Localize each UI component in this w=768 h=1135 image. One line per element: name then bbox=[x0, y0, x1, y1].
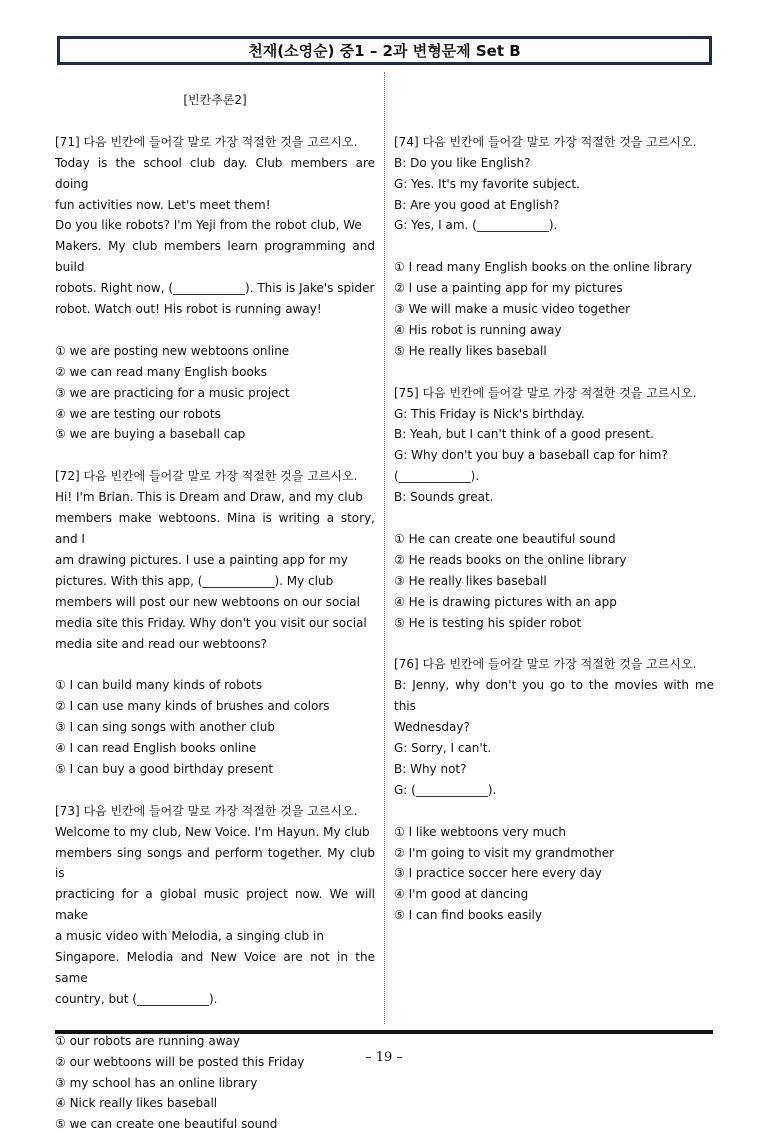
answer-choice: ① I read many English books on the online library bbox=[394, 260, 693, 275]
column-divider bbox=[384, 72, 385, 1024]
passage-line: G: Yes. It's my favorite subject. bbox=[394, 176, 580, 191]
answer-choices bbox=[55, 1031, 375, 1135]
page-header-title: 천재(소영순) 중1 – 2과 변형문제 Set B bbox=[57, 36, 712, 65]
answer-choices bbox=[55, 341, 375, 446]
answer-choice: ① we are posting new webtoons online bbox=[55, 343, 290, 358]
answer-choice: ④ I can read English books online bbox=[55, 741, 257, 756]
answer-choice: ② He reads books on the online library bbox=[394, 552, 627, 567]
footer-rule bbox=[55, 1030, 713, 1034]
passage-line: Wednesday? bbox=[394, 720, 470, 735]
answer-choice: ⑤ I can buy a good birthday present bbox=[55, 761, 274, 776]
passage-line: Do you like robots? I'm Yeji from the robot club, We bbox=[55, 218, 362, 233]
question-passage bbox=[394, 675, 714, 800]
passage-line: B: Jenny, why don't you go to the movies with me this bbox=[394, 678, 714, 714]
answer-choice: ④ we are testing our robots bbox=[55, 406, 221, 421]
answer-choice: ① I like webtoons very much bbox=[394, 824, 567, 839]
answer-choice: ① our robots are running away bbox=[55, 1033, 240, 1048]
passage-line: G: This Friday is Nick's birthday. bbox=[394, 406, 585, 421]
answer-choices bbox=[394, 257, 714, 362]
section-label: [빈칸추론2] bbox=[183, 93, 247, 107]
passage-line: robot. Watch out! His robot is running away! bbox=[55, 302, 322, 317]
passage-line: G: Why don't you buy a baseball cap for him? bbox=[394, 448, 668, 463]
question-heading: [73] 다음 빈칸에 들어갈 말로 가장 적절한 것을 고르시오. bbox=[55, 803, 358, 818]
answer-choice: ② we can read many English books bbox=[55, 364, 268, 379]
passage-line: members make webtoons. Mina is writing a story, and I bbox=[55, 511, 375, 546]
question-passage bbox=[394, 404, 714, 509]
passage-line: members will post our new webtoons on our social bbox=[55, 594, 360, 609]
answer-choice: ④ Nick really likes baseball bbox=[55, 1096, 218, 1111]
passage-line: G: Yes, I am. (____________). bbox=[394, 218, 558, 233]
passage-line: fun activities now. Let's meet them! bbox=[55, 197, 271, 212]
answer-choice: ④ I'm good at dancing bbox=[394, 887, 529, 902]
answer-choice: ② I can use many kinds of brushes and colors bbox=[55, 699, 330, 714]
passage-line: (____________). bbox=[394, 469, 480, 484]
answer-choice: ① He can create one beautiful sound bbox=[394, 531, 616, 546]
passage-line: Today is the school club day. Club members are doing bbox=[55, 155, 375, 191]
passage-line: am drawing pictures. I use a painting app for my bbox=[55, 552, 348, 567]
answer-choice: ② I use a painting app for my pictures bbox=[394, 281, 623, 296]
passage-line: media site and read our webtoons? bbox=[55, 636, 268, 651]
passage-line: Welcome to my club, New Voice. I'm Hayun. My club bbox=[55, 824, 370, 839]
question-passage bbox=[394, 153, 714, 237]
answer-choice: ③ I practice soccer here every day bbox=[394, 866, 602, 881]
answer-choice: ⑤ I can find books easily bbox=[394, 908, 542, 923]
page-number: – 19 – bbox=[365, 1050, 403, 1065]
passage-line: B: Do you like English? bbox=[394, 155, 531, 170]
question-block bbox=[394, 132, 714, 362]
passage-line: practicing for a global music project now. We will make bbox=[55, 887, 375, 923]
right-column bbox=[394, 90, 714, 926]
passage-line: Singapore. Melodia and New Voice are not in the same bbox=[55, 950, 375, 985]
question-block bbox=[55, 466, 375, 780]
question-block bbox=[394, 383, 714, 634]
question-block bbox=[55, 132, 375, 446]
answer-choice: ③ we are practicing for a music project bbox=[55, 385, 290, 400]
passage-line: B: Sounds great. bbox=[394, 490, 494, 505]
answer-choices bbox=[55, 675, 375, 780]
passage-line: B: Why not? bbox=[394, 761, 467, 776]
answer-choice: ⑤ we can create one beautiful sound bbox=[55, 1117, 278, 1132]
passage-line: B: Yeah, but I can't think of a good present. bbox=[394, 427, 654, 442]
answer-choice: ① I can build many kinds of robots bbox=[55, 678, 263, 693]
question-heading: [75] 다음 빈칸에 들어갈 말로 가장 적절한 것을 고르시오. bbox=[394, 385, 697, 400]
question-passage bbox=[55, 153, 375, 320]
question-passage bbox=[55, 487, 375, 654]
question-heading: [74] 다음 빈칸에 들어갈 말로 가장 적절한 것을 고르시오. bbox=[394, 134, 697, 149]
passage-line: G: Sorry, I can't. bbox=[394, 741, 492, 755]
answer-choice: ⑤ He is testing his spider robot bbox=[394, 615, 582, 630]
answer-choice: ④ He is drawing pictures with an app bbox=[394, 594, 617, 609]
answer-choice: ⑤ we are buying a baseball cap bbox=[55, 427, 246, 442]
left-column bbox=[55, 90, 375, 1135]
answer-choice: ③ He really likes baseball bbox=[394, 573, 547, 588]
question-block bbox=[394, 654, 714, 926]
passage-line: B: Are you good at English? bbox=[394, 197, 560, 212]
question-passage bbox=[55, 822, 375, 1010]
answer-choice: ③ I can sing songs with another club bbox=[55, 720, 275, 735]
passage-line: media site this Friday. Why don't you visit our social bbox=[55, 615, 367, 630]
answer-choice: ③ my school has an online library bbox=[55, 1075, 258, 1090]
question-heading: [72] 다음 빈칸에 들어갈 말로 가장 적절한 것을 고르시오. bbox=[55, 469, 358, 484]
passage-line: country, but (____________). bbox=[55, 991, 218, 1006]
answer-choices bbox=[394, 529, 714, 634]
passage-line: pictures. With this app, (____________). My club bbox=[55, 573, 334, 588]
answer-choices bbox=[394, 822, 714, 927]
passage-line: a music video with Melodia, a singing club in bbox=[55, 929, 324, 944]
answer-choice: ② I'm going to visit my grandmother bbox=[394, 845, 615, 860]
passage-line: members sing songs and perform together. My club is bbox=[55, 845, 375, 881]
answer-choice: ④ His robot is running away bbox=[394, 322, 562, 337]
question-heading: [76] 다음 빈칸에 들어갈 말로 가장 적절한 것을 고르시오. bbox=[394, 657, 697, 672]
passage-line: robots. Right now, (____________). This is Jake's spider bbox=[55, 281, 375, 296]
passage-line: Hi! I'm Brian. This is Dream and Draw, and my club bbox=[55, 490, 363, 505]
passage-line: Makers. My club members learn programming and build bbox=[55, 239, 375, 275]
passage-line: G: (____________). bbox=[394, 782, 497, 797]
answer-choice: ⑤ He really likes baseball bbox=[394, 343, 547, 358]
question-heading: [71] 다음 빈칸에 들어갈 말로 가장 적절한 것을 고르시오. bbox=[55, 134, 358, 149]
answer-choice: ② our webtoons will be posted this Friday bbox=[55, 1054, 305, 1069]
answer-choice: ③ We will make a music video together bbox=[394, 302, 631, 317]
